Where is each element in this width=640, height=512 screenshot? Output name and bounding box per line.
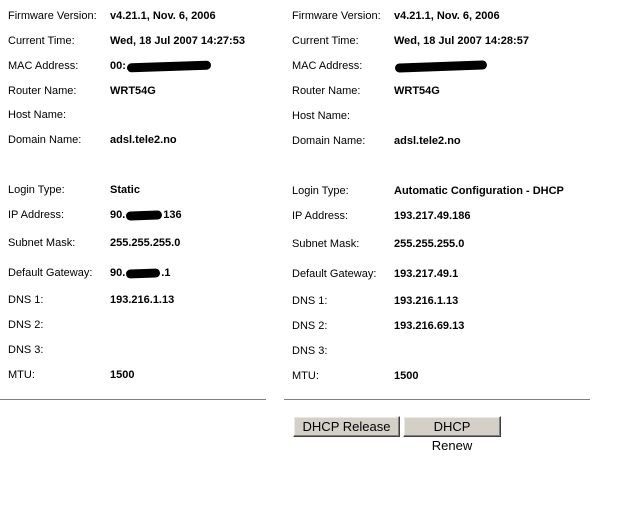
label-host-name: Host Name:: [292, 110, 351, 122]
ip-prefix: 90.: [110, 209, 126, 221]
label-mac-address: MAC Address:: [292, 60, 363, 72]
label-ip-address: IP Address:: [8, 209, 65, 221]
label-router-name: Router Name:: [292, 85, 361, 97]
label-login-type: Login Type:: [8, 184, 65, 196]
ip-suffix: 136: [163, 209, 182, 221]
label-domain-name: Domain Name:: [292, 135, 366, 147]
label-router-name: Router Name:: [8, 85, 77, 97]
label-default-gateway: Default Gateway:: [8, 267, 93, 279]
value-router-name: WRT54G: [110, 85, 156, 97]
value-mtu: 1500: [110, 369, 135, 381]
label-dns-1: DNS 1:: [292, 295, 328, 307]
value-mtu: 1500: [394, 370, 419, 382]
label-mtu: MTU:: [292, 370, 319, 382]
value-subnet-mask: 255.255.255.0: [110, 237, 181, 249]
value-firmware-version: v4.21.1, Nov. 6, 2006: [394, 10, 500, 22]
redaction-mark: [126, 268, 160, 278]
value-login-type: Static: [110, 184, 140, 196]
redaction-mark: [395, 60, 487, 72]
value-subnet-mask: 255.255.255.0: [394, 238, 465, 250]
label-dns-1: DNS 1:: [8, 294, 44, 306]
label-default-gateway: Default Gateway:: [292, 268, 377, 280]
label-dns-3: DNS 3:: [8, 344, 44, 356]
value-router-name: WRT54G: [394, 85, 440, 97]
value-default-gateway: [110, 265, 170, 281]
label-firmware-version: Firmware Version:: [292, 10, 381, 22]
label-subnet-mask: Subnet Mask:: [292, 238, 360, 250]
redaction-mark: [127, 60, 211, 72]
label-subnet-mask: Subnet Mask:: [8, 237, 76, 249]
divider-right: [284, 399, 590, 400]
label-login-type: Login Type:: [292, 185, 349, 197]
label-domain-name: Domain Name:: [8, 134, 82, 146]
label-mtu: MTU:: [8, 369, 35, 381]
label-ip-address: IP Address:: [292, 210, 349, 222]
value-ip-address: 193.217.49.186: [394, 210, 471, 222]
value-dns-1: 193.216.1.13: [394, 295, 459, 307]
label-dns-3: DNS 3:: [292, 345, 328, 357]
redaction-mark: [126, 210, 162, 220]
label-host-name: Host Name:: [8, 109, 67, 121]
label-dns-2: DNS 2:: [8, 319, 44, 331]
value-domain-name: adsl.tele2.no: [394, 135, 461, 147]
value-login-type: Automatic Configuration - DHCP: [394, 185, 564, 197]
value-mac-address: [394, 58, 488, 74]
value-domain-name: adsl.tele2.no: [110, 134, 177, 146]
label-mac-address: MAC Address:: [8, 60, 79, 72]
gateway-suffix: .1: [161, 267, 171, 279]
gateway-prefix: 90.: [110, 267, 126, 279]
value-dns-2: 193.216.69.13: [394, 320, 465, 332]
mac-prefix: 00:: [110, 60, 126, 72]
value-current-time: Wed, 18 Jul 2007 14:27:53: [110, 35, 245, 47]
divider-left: [0, 399, 266, 400]
value-default-gateway: 193.217.49.1: [394, 268, 459, 280]
dhcp-release-button[interactable]: DHCP Release: [293, 416, 400, 437]
dhcp-renew-button[interactable]: DHCP Renew: [403, 416, 501, 437]
label-current-time: Current Time:: [292, 35, 359, 47]
value-dns-1: 193.216.1.13: [110, 294, 175, 306]
label-dns-2: DNS 2:: [292, 320, 328, 332]
label-firmware-version: Firmware Version:: [8, 10, 97, 22]
label-current-time: Current Time:: [8, 35, 75, 47]
value-current-time: Wed, 18 Jul 2007 14:28:57: [394, 35, 529, 47]
value-mac-address: [110, 58, 212, 74]
value-firmware-version: v4.21.1, Nov. 6, 2006: [110, 10, 216, 22]
value-ip-address: [110, 207, 182, 223]
